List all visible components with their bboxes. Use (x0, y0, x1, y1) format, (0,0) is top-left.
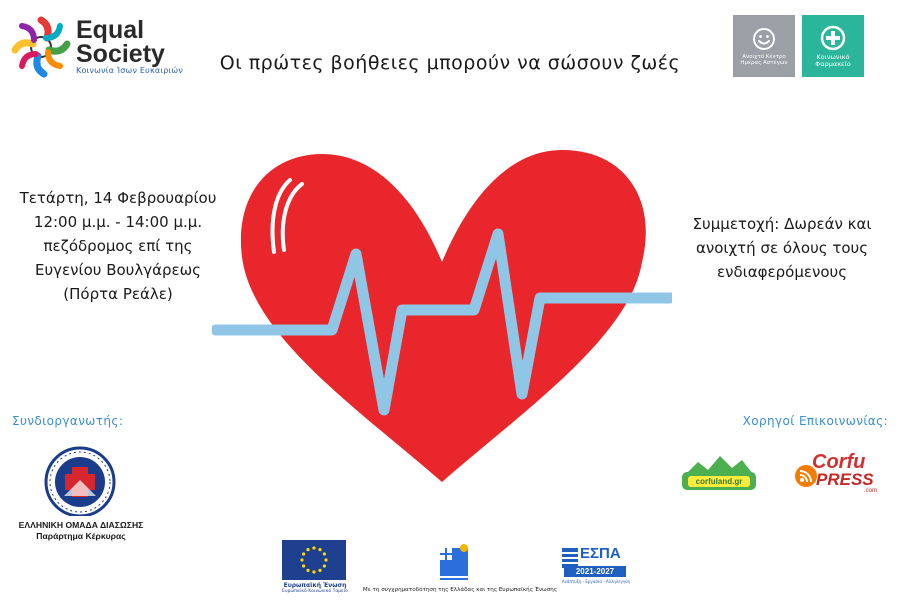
participation-line-3: ενδιαφερόμενους (716, 263, 848, 281)
heart-shape (241, 150, 646, 482)
eu-title: Ευρωπαϊκή Ένωση (283, 582, 347, 589)
eu-stars-icon (282, 540, 346, 580)
koinoniko-farmakeio-text: Κοινωνικό Φαρμακείο (815, 52, 851, 68)
equal-society-logo (10, 14, 190, 80)
organizers-label: Συνδιοργανωτής: (12, 414, 124, 428)
participation-info (672, 212, 892, 284)
event-location-line-2: Ευγενίου Βουλγάρεως (34, 261, 201, 279)
espa-logo (560, 544, 632, 588)
elliniki-omada-diasosis-caption (12, 520, 150, 541)
espa-title: ΕΣΠΑ (580, 545, 621, 562)
heart-illustration (212, 112, 672, 484)
event-location-line-1: πεζόδρομος επί της (43, 237, 193, 255)
corfupress-word-1: Corfu (812, 451, 866, 473)
espa-tagline: Ανάπτυξη - Εργασία - Αλληλεγγύη (561, 579, 631, 584)
equal-society-tagline: Κοινωνία Ίσων Ευκαιριών (76, 66, 183, 75)
kentro-imeras-logo (733, 15, 795, 77)
corfuland-text: corfuland.gr (695, 477, 743, 486)
event-date: Τετάρτη, 14 Φεβρουαρίου (19, 189, 217, 207)
eu-subtitle: Ευρωπαϊκό Κοινωνικό Ταμείο (282, 589, 348, 594)
espa-flag-icon (562, 548, 578, 568)
corfupress-domain: .com (864, 488, 878, 494)
smile-icon (752, 27, 776, 51)
participation-line-1: Συμμετοχή: Δωρεάν και (692, 215, 872, 233)
espa-years: 2021-2027 (564, 566, 626, 577)
eu-caption (270, 582, 360, 594)
event-location-line-3: (Πόρτα Ρεάλε) (63, 285, 173, 303)
elliniki-omada-diasosis-title: ΕΛΛΗΝΙΚΗ ΟΜΑΔΑ ΔΙΑΣΩΣΗΣ (18, 520, 144, 530)
elliniki-omada-diasosis-subtitle: Παράρτημα Κέρκυρας (36, 531, 126, 541)
corfupress-word-2: PRESS (816, 470, 874, 489)
equal-society-word-2: Society (76, 40, 165, 68)
eu-flag-logo (282, 540, 346, 580)
equal-society-word-1: Equal (76, 16, 145, 44)
hellenic-republic-emblem-icon (436, 542, 472, 584)
headline: Οι πρώτες βοήθειες μπορούν να σώσουν ζωές (219, 52, 681, 74)
participation-line-2: ανοιχτή σε όλους τους (695, 239, 869, 257)
event-info (8, 186, 228, 306)
event-time: 12:00 μ.μ. - 14:00 μ.μ. (33, 213, 203, 231)
kentro-imeras-text: Ανοιχτό Κέντρο Ημέρας Αστέγων (740, 53, 788, 66)
corfuland-logo (680, 452, 758, 492)
elliniki-omada-diasosis-emblem-icon (28, 444, 132, 516)
sponsors-label: Χορηγοί Επικοινωνίας: (742, 414, 888, 428)
koinoniko-farmakeio-logo (802, 15, 864, 77)
equal-society-emblem-icon (10, 16, 72, 78)
pharmacy-cross-icon (820, 25, 846, 51)
corfupress-logo (794, 452, 886, 498)
cofunding-caption: Με τη συγχρηματοδότηση της Ελλάδας και της Ευρωπαϊκής Ένωσης (362, 587, 558, 593)
